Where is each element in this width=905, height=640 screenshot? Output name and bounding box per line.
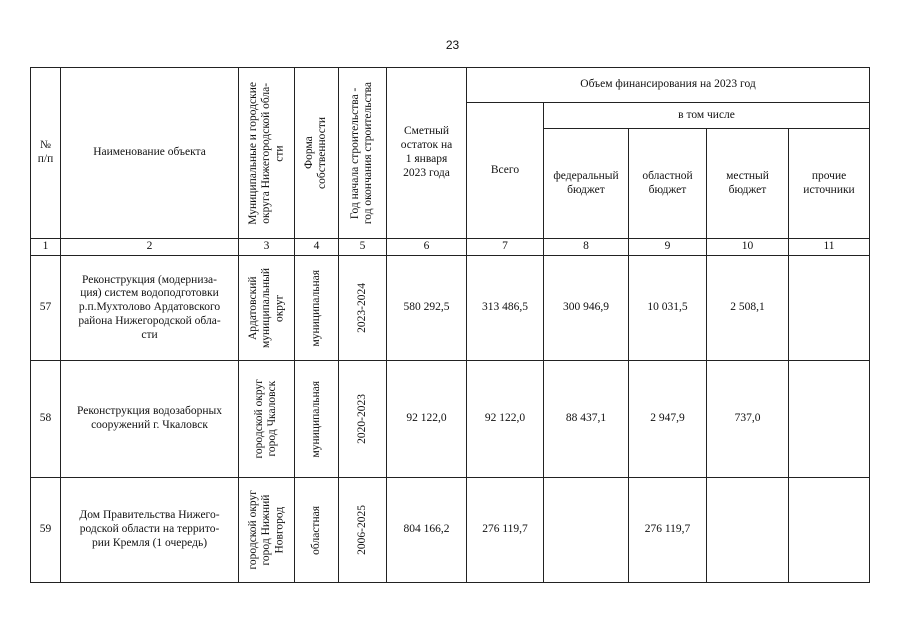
ownership-text: муниципальная [309,380,322,458]
header-local: местный бюджет [707,129,789,239]
municipality-text: городской округ город Нижний Новгород [246,490,286,570]
total-value: 276 119,7 [467,478,544,583]
header-ownership [295,68,339,239]
financing-table [30,67,870,583]
municipality-cell [239,361,295,478]
years-cell [339,478,387,583]
header-estimate: Сметный остаток на 1 января 2023 года [387,68,467,239]
object-name: Дом Правительства Нижего- родской области на террито- рии Кремля (1 очередь) [61,478,239,583]
object-name: Реконструкция (модерниза- ция) систем водоподготовки р.п.Мухтолово Ардатовского района Нижегородской обла- сти [61,256,239,361]
regional-value: 2 947,9 [629,361,707,478]
page-number: 23 [445,38,460,52]
column-number-row [31,239,870,256]
municipality-cell [239,256,295,361]
years-text: 2020-2023 [355,394,368,444]
years-text: 2006-2025 [355,505,368,555]
header-federal: федеральный бюджет [544,129,629,239]
other-value [789,256,870,361]
col-num: 7 [467,239,544,256]
ownership-cell [295,478,339,583]
other-value [789,478,870,583]
years-text: 2023-2024 [355,283,368,333]
federal-value: 300 946,9 [544,256,629,361]
federal-value [544,478,629,583]
estimate-value: 92 122,0 [387,361,467,478]
table-row [31,361,870,478]
estimate-value: 580 292,5 [387,256,467,361]
regional-value: 276 119,7 [629,478,707,583]
header-funding: Объем финансирования на 2023 год [467,68,870,103]
header-years [339,68,387,239]
header-municipality [239,68,295,239]
federal-value: 88 437,1 [544,361,629,478]
local-value [707,478,789,583]
object-name: Реконструкция водозаборных сооружений г. Чкаловск [61,361,239,478]
header-municipality-text: Муниципальные и городские округа Нижегородской обла- сти [246,81,286,225]
col-num: 5 [339,239,387,256]
table-row [31,256,870,361]
table-row [31,478,870,583]
header-other: прочие источники [789,129,870,239]
col-num: 9 [629,239,707,256]
years-cell [339,256,387,361]
col-num: 10 [707,239,789,256]
col-num: 4 [295,239,339,256]
other-value [789,361,870,478]
header-regional: областной бюджет [629,129,707,239]
ownership-text: муниципальная [309,269,322,347]
municipality-cell [239,478,295,583]
header-row-1 [31,68,870,103]
col-num: 3 [239,239,295,256]
ownership-cell [295,256,339,361]
row-num: 57 [31,256,61,361]
years-cell [339,361,387,478]
regional-value: 10 031,5 [629,256,707,361]
estimate-value: 804 166,2 [387,478,467,583]
municipality-text: Ардатовский муниципальный округ [246,267,286,349]
header-name: Наименование объекта [61,68,239,239]
col-num: 8 [544,239,629,256]
ownership-cell [295,361,339,478]
col-num: 11 [789,239,870,256]
header-ownership-text: Форма собственности [303,117,329,189]
header-years-text: Год начала строительства - год окончания строительства [349,81,375,225]
col-num: 6 [387,239,467,256]
col-num: 2 [61,239,239,256]
row-num: 59 [31,478,61,583]
col-num: 1 [31,239,61,256]
total-value: 92 122,0 [467,361,544,478]
ownership-text: областная [309,505,322,555]
local-value: 2 508,1 [707,256,789,361]
header-num: № п/п [31,68,61,239]
row-num: 58 [31,361,61,478]
municipality-text: городской округ город Чкаловск [253,379,279,459]
header-including: в том числе [544,103,870,129]
local-value: 737,0 [707,361,789,478]
header-total: Всего [467,103,544,239]
total-value: 313 486,5 [467,256,544,361]
